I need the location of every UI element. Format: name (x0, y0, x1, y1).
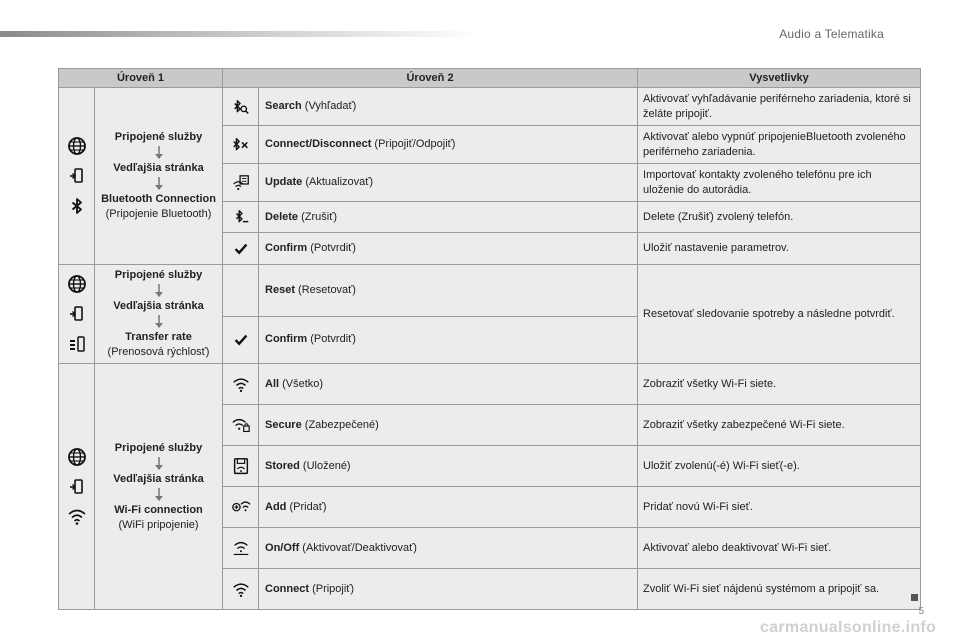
phone-connect-icon (66, 303, 88, 325)
arrow-down-icon (154, 488, 164, 501)
table-header-row (59, 69, 921, 88)
explanation: Resetovať sledovanie spotreby a následne potvrdiť. (638, 265, 921, 364)
level1-item: Transfer rate (125, 331, 192, 343)
row-icon-cell (223, 265, 259, 317)
level2-label: (Aktivovať/Deaktivovať) (299, 541, 417, 554)
level2-item (259, 164, 638, 202)
wifi-icon (66, 506, 88, 528)
page-header-title: Audio a Telematika (779, 27, 884, 41)
level2-label: (Vyhľadať) (301, 100, 357, 112)
page-marker (911, 594, 918, 601)
level2-key: Confirm (265, 333, 308, 346)
level2-label: (Potvrdiť) (307, 242, 356, 254)
row-icon-cell (223, 569, 259, 610)
level1-path (95, 88, 223, 265)
phone-connect-icon (66, 476, 88, 498)
level1-item: (WiFi pripojenie) (118, 518, 199, 531)
phone-connect-icon (66, 165, 88, 187)
level2-key: Confirm (265, 242, 308, 254)
level2-label: (Pripojiť) (309, 582, 355, 595)
level2-key: Connect/Disconnect (265, 138, 372, 150)
explanation: Pridať novú Wi-Fi sieť. (638, 487, 921, 528)
level2-label: (Potvrdiť) (307, 333, 356, 346)
section-icons (59, 88, 95, 265)
level2-label: (Aktualizovať) (302, 176, 374, 188)
row-icon-cell (223, 446, 259, 487)
level1-item: Vedľajšia stránka (113, 472, 204, 485)
level2-item (259, 528, 638, 569)
explanation: Delete (Zrušiť) zvolený telefón. (638, 202, 921, 233)
checkmark-icon (231, 331, 251, 349)
level2-key: On/Off (265, 541, 300, 554)
wifi-saved-icon (231, 457, 251, 475)
arrow-down-icon (154, 177, 164, 190)
row-icon-cell (223, 405, 259, 446)
wifi-add-icon (231, 498, 251, 516)
footer-watermark: carmanualsonline.info (760, 619, 937, 636)
explanation: Zobraziť všetky Wi-Fi siete. (638, 364, 921, 405)
menu-table (58, 68, 921, 610)
row-icon-cell (223, 487, 259, 528)
globe-icon (66, 446, 88, 468)
explanation: Aktivovať alebo vypnúť pripojenieBluetooth zvoleného periférneho zariadenia. (638, 126, 921, 164)
explanation: Aktivovať alebo deaktivovať Wi-Fi sieť. (638, 528, 921, 569)
level1-path (95, 364, 223, 610)
level1-item: Vedľajšia stránka (113, 162, 204, 174)
row-icon-cell (223, 233, 259, 265)
level1-item: Pripojené služby (114, 441, 203, 454)
checkmark-icon (231, 240, 251, 258)
wifi-secure-icon (231, 416, 251, 434)
level2-key: Stored (265, 459, 300, 472)
level2-item (259, 405, 638, 446)
level1-item: Bluetooth Connection (101, 193, 216, 205)
level2-label: (Pridať) (286, 500, 327, 513)
level1-item: Pripojené služby (114, 269, 203, 281)
level2-label: (Zrušiť) (298, 210, 337, 223)
level1-item: Vedľajšia stránka (113, 300, 204, 312)
level2-label: (Všetko) (279, 377, 324, 390)
arrow-down-icon (154, 457, 164, 470)
wifi-icon (231, 375, 251, 393)
column-header-level2: Úroveň 2 (223, 69, 638, 88)
bluetooth-icon (66, 195, 88, 217)
level2-key: All (265, 377, 280, 390)
level2-item (259, 446, 638, 487)
level2-item (259, 202, 638, 233)
level2-item (259, 126, 638, 164)
bluetooth-delete-icon (231, 208, 251, 226)
row-icon-cell (223, 528, 259, 569)
section-icons (59, 364, 95, 610)
level2-key: Connect (265, 582, 310, 595)
explanation: Zvoliť Wi-Fi sieť nájdenú systémom a pripojiť sa. (638, 569, 921, 610)
row-icon-cell (223, 164, 259, 202)
wifi-toggle-icon (231, 539, 251, 557)
level2-item (259, 316, 638, 363)
table-row (59, 265, 921, 317)
bluetooth-connect-icon (231, 136, 251, 154)
level1-item: (Prenosová rýchlosť) (107, 346, 210, 358)
row-icon-cell (223, 88, 259, 126)
level2-key: Add (265, 500, 287, 513)
page-number: 5 (918, 606, 924, 617)
level2-key: Delete (265, 210, 299, 223)
level2-item (259, 487, 638, 528)
arrow-down-icon (154, 284, 164, 297)
globe-icon (66, 135, 88, 157)
row-icon-cell (223, 316, 259, 363)
row-icon-cell (223, 202, 259, 233)
level2-key: Update (265, 176, 303, 188)
level2-item (259, 265, 638, 317)
level1-item: (Pripojenie Bluetooth) (105, 208, 212, 220)
globe-icon (66, 273, 88, 295)
explanation: Uložiť zvolenú(-é) Wi-Fi sieť(-e). (638, 446, 921, 487)
explanation: Uložiť nastavenie parametrov. (638, 233, 921, 265)
column-header-level1: Úroveň 1 (59, 69, 223, 88)
level2-label: (Uložené) (299, 459, 351, 472)
row-icon-cell (223, 126, 259, 164)
level2-key: Reset (265, 283, 295, 296)
table-row (59, 88, 921, 126)
explanation: Aktivovať vyhľadávanie periférneho zariadenia, ktoré si želáte pripojiť. (638, 88, 921, 126)
explanation: Zobraziť všetky zabezpečené Wi-Fi siete. (638, 405, 921, 446)
explanation: Importovať kontakty zvoleného telefónu pre ich uloženie do autorádia. (638, 164, 921, 202)
level2-label: (Pripojiť/Odpojiť) (371, 138, 456, 150)
data-transfer-icon (66, 333, 88, 355)
arrow-down-icon (154, 146, 164, 159)
level2-item (259, 569, 638, 610)
level2-key: Search (265, 100, 302, 112)
wifi-icon (231, 580, 251, 598)
header-bar (0, 31, 480, 37)
level2-label: (Resetovať) (294, 283, 356, 296)
level2-item (259, 233, 638, 265)
table-row (59, 364, 921, 405)
level1-item: Wi-Fi connection (114, 503, 203, 516)
arrow-down-icon (154, 315, 164, 328)
column-header-explanation: Vysvetlivky (638, 69, 921, 88)
level1-item: Pripojené služby (114, 131, 203, 143)
row-icon-cell (223, 364, 259, 405)
level2-item (259, 88, 638, 126)
level1-path (95, 265, 223, 364)
bluetooth-search-icon (231, 98, 251, 116)
section-icons (59, 265, 95, 364)
level2-key: Secure (265, 418, 302, 431)
contacts-update-icon (231, 174, 251, 192)
level2-label: (Zabezpečené) (301, 418, 379, 431)
level2-item (259, 364, 638, 405)
